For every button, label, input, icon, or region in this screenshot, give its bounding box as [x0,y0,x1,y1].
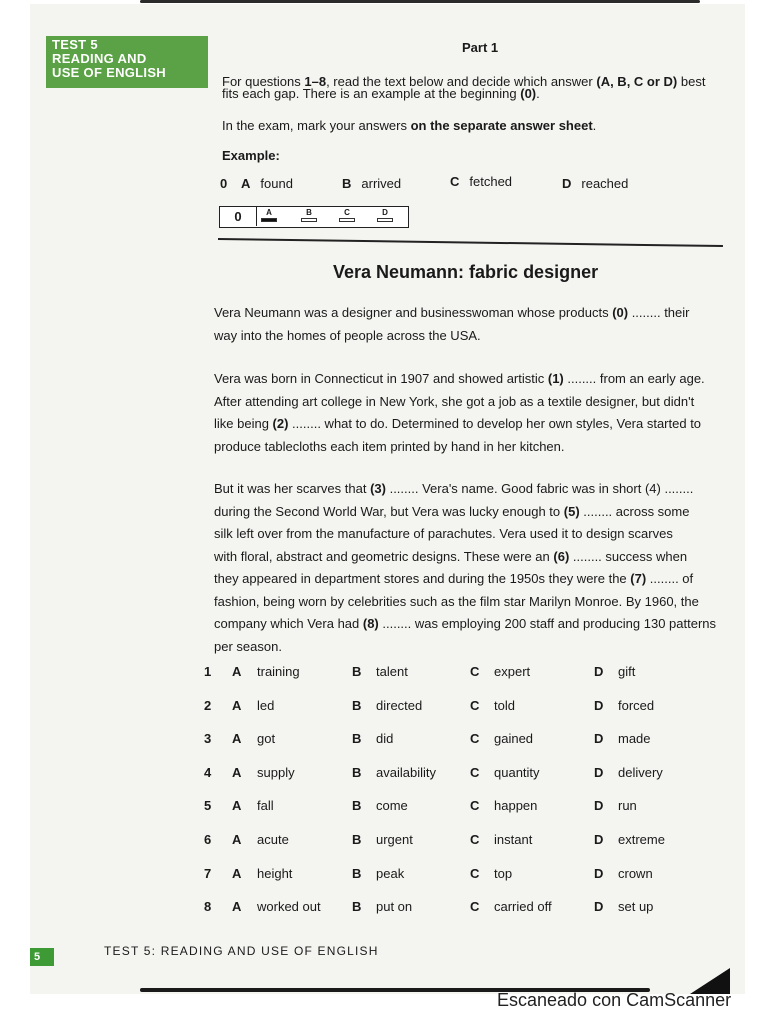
line-text: produce tablecloths each item printed by hand in her kitchen. [214,438,565,454]
option-word-d: made [618,731,651,747]
question-row [204,731,724,753]
paragraph-line [214,546,726,569]
question-number: 6 [204,832,212,847]
question-number: 3 [204,731,212,747]
option-word-a: worked out [257,899,321,915]
paragraph-2 [214,368,726,458]
option-word-c: carried off [494,899,552,915]
option-word-a: height [257,865,293,881]
option-word-b: directed [376,697,423,713]
answer-box-number: 0 [220,207,257,226]
instructions-line-3 [222,118,596,134]
option-word: found [260,176,293,191]
answer-bar [301,218,317,222]
option-letter-a: A [232,832,242,847]
instr-range: 1–8 [304,74,327,89]
instructions-line-2 [222,86,540,102]
option-word-b: talent [376,664,408,679]
option-word-b: urgent [376,832,413,847]
test-section-tab [46,36,208,88]
option-letter-c: C [470,697,480,713]
tab-line-2: READING AND [52,51,147,66]
line-text: ........ was employing 200 staff and producing 130 patterns [378,616,717,631]
option-letter-d: D [594,664,604,679]
question-row [204,798,724,820]
option-word-c: top [494,865,513,881]
option-word-d: extreme [618,832,665,847]
option-word-c: quantity [494,764,540,780]
instr-text: , read the text below and decide which answer [326,74,597,89]
answer-bar-filled [261,218,277,222]
scanner-watermark: Escaneado con CamScanner [497,990,732,1010]
option-word-a: acute [257,832,289,847]
answer-letter: C [344,208,350,217]
instr-text: . [592,118,597,133]
paragraph-line [214,613,726,636]
line-text: like being [214,416,273,431]
answer-bar [377,218,393,222]
answer-bar [339,218,355,222]
option-letter-d: D [594,697,604,713]
option-letter-a: A [232,899,242,915]
option-word-d: delivery [618,764,663,780]
question-number: 1 [204,664,212,679]
line-text: with floral, abstract and geometric designs. These were an [214,548,554,564]
option-letter-b: B [352,899,362,915]
example-option-d [562,176,628,191]
option-word: fetched [469,174,513,189]
gap-number: (7) [630,571,647,586]
instr-text: . [536,86,540,101]
gap-number: (3) [370,481,386,496]
option-letter-b: B [352,731,362,747]
tab-line-3: USE OF ENGLISH [52,65,166,80]
page-top-edge [140,0,700,3]
option-word-b: put on [376,899,413,915]
option-letter-c: C [470,731,480,747]
line-text: ........ what to do. Determined to develop her own styles, Vera started to [288,416,702,431]
line-text: ........ their [628,305,690,320]
line-text: After attending art college in New York, she got a job as a textile designer, but didn't [214,393,695,409]
option-word-d: forced [618,697,655,713]
text-title: Vera Neumann: fabric designer [333,262,599,282]
line-text: ........ of [646,571,694,586]
option-word-d: gift [618,664,636,679]
option-letter-c: C [470,798,480,814]
question-number: 7 [204,865,212,881]
answer-option-b [300,208,318,222]
option-letter-a: A [232,865,242,881]
option-word-a: training [257,664,300,679]
line-text: ........ Vera's name. Good fabric was in short (4) ........ [385,481,694,496]
paragraph-line [214,591,726,614]
option-letter-a: A [232,798,242,814]
paragraph-line [214,478,726,501]
option-word: reached [581,176,629,191]
gap-number: (1) [547,371,564,386]
option-word-d: run [618,798,637,814]
paragraph-line [214,568,726,591]
question-number: 4 [204,764,212,780]
line-text: ........ from an early age. [563,371,705,386]
example-option-b [342,176,401,191]
option-letter-c: C [470,865,480,881]
instr-example-ref: (0) [520,86,537,101]
line-text: ........ success when [569,548,688,564]
example-label: Example: [222,148,280,163]
option-letter-a: A [232,731,242,747]
option-letter: C [450,174,460,189]
gap-number: (0) [612,305,629,320]
option-letter-b: B [352,664,362,679]
question-number: 8 [204,899,212,915]
option-letter-d: D [594,764,604,780]
instr-text: For questions [222,74,305,89]
option-word-b: did [376,731,394,747]
option-word-d: crown [618,865,653,881]
paragraph-line [214,436,726,459]
option-letter-b: B [352,865,362,881]
instr-text: In the exam, mark your answers [222,118,411,133]
gap-number: (6) [553,548,570,564]
option-word-d: set up [618,899,654,915]
line-text: ........ across some [579,503,690,519]
line-text: silk left over from the manufacture of parachutes. Vera used it to design scarves [214,526,673,541]
option-letter: B [342,176,352,191]
option-word-c: happen [494,798,538,814]
question-row [204,899,724,921]
option-word-a: got [257,731,276,747]
question-row [204,765,724,787]
part-title: Part 1 [462,40,499,55]
example-answer-box [219,206,409,228]
example-number [220,176,237,191]
paragraph-line [214,501,726,524]
paragraph-line [214,391,726,414]
option-letter-c: C [470,832,480,847]
line-text: Vera Neumann was a designer and businesswoman whose products [214,305,613,320]
question-row [204,832,724,854]
paragraph-line [214,413,726,436]
paragraph-1 [214,302,726,347]
option-letter-a: A [232,764,242,780]
option-word-a: fall [257,798,274,814]
option-letter-a: A [232,697,242,713]
question-row [204,664,724,686]
option-letter: D [562,176,572,191]
option-letter-a: A [232,664,242,679]
example-option-c [450,174,512,189]
line-text: fashion, being worn by celebrities such as the film star Marilyn Monroe. By 1960, the [214,593,699,609]
instr-bold: on the separate answer sheet [410,118,593,133]
option-word-a: led [257,697,275,713]
example-option-a [241,176,293,191]
question-number: 5 [204,798,212,814]
option-letter-d: D [594,899,604,915]
line-text: per season. [214,638,282,654]
option-letter-b: B [352,798,362,814]
question-row [204,698,724,720]
answer-option-c [338,208,356,222]
paragraph-line [214,302,726,325]
instr-text: best [677,74,706,89]
option-word-c: told [494,697,515,713]
option-word-c: gained [494,731,534,747]
question-number: 2 [204,697,212,713]
line-text: way into the homes of people across the USA. [214,327,481,343]
line-text: company which Vera had [214,616,363,631]
option-letter: A [241,176,251,191]
option-letter-b: B [352,764,362,780]
answer-option-d [376,208,394,222]
answer-letter: B [306,208,312,217]
line-text: during the Second World War, but Vera was lucky enough to [214,503,564,519]
option-letter-d: D [594,798,604,814]
instr-options: (A, B, C or D) [596,74,678,89]
paragraph-line [214,325,726,348]
paragraph-line [214,636,726,659]
line-text: But it was her scarves that [214,481,371,496]
option-letter-d: D [594,865,604,881]
option-letter-c: C [470,664,480,679]
answer-letter: D [382,208,388,217]
paragraph-3 [214,478,726,658]
gap-number: (5) [563,503,580,519]
page-number: 5 [30,948,54,966]
option-letter-b: B [352,697,362,713]
option-letter-c: C [470,764,480,780]
option-word-c: instant [494,832,533,847]
tab-line-1: TEST 5 [52,37,98,52]
example-num: 0 [220,176,228,191]
gap-number: (8) [362,616,379,631]
gap-number: (2) [272,416,289,431]
page-footer: TEST 5: READING AND USE OF ENGLISH [104,944,379,958]
option-word-a: supply [257,764,295,780]
question-row [204,866,724,888]
answer-letter: A [266,208,272,217]
option-word-b: peak [376,865,405,881]
option-word-b: availability [376,764,436,780]
option-letter-c: C [470,899,480,915]
line-text: Vera was born in Connecticut in 1907 and showed artistic [214,371,548,386]
answer-option-a [260,208,278,222]
instr-text: fits each gap. There is an example at the beginning [222,86,521,101]
option-word-b: come [376,798,408,814]
line-text: they appeared in department stores and during the 1950s they were the [214,571,631,586]
option-letter-b: B [352,832,362,847]
paragraph-line [214,368,726,391]
option-letter-d: D [594,832,604,847]
option-letter-d: D [594,731,604,747]
paragraph-line [214,523,726,546]
option-word-c: expert [494,664,531,679]
option-word: arrived [361,176,402,191]
